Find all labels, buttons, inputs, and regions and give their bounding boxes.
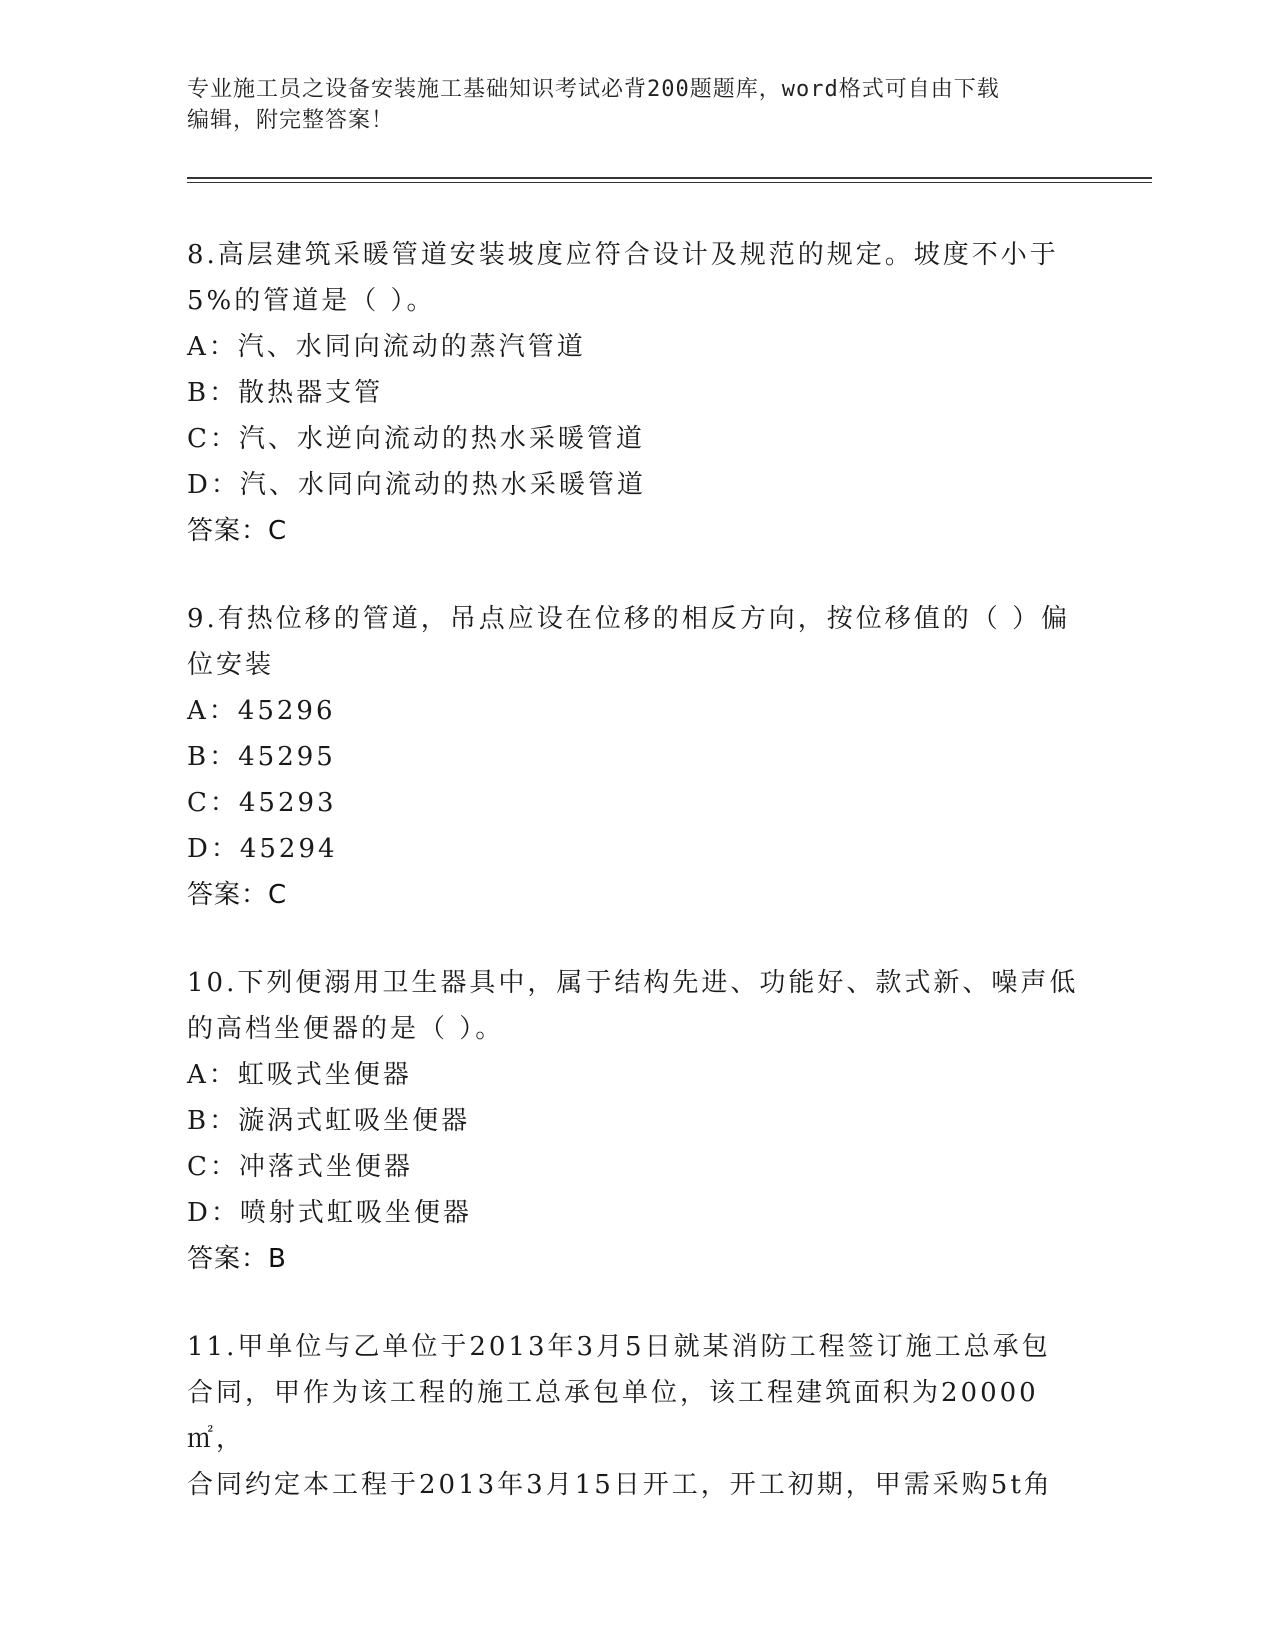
question-stem-line: 8.高层建筑采暖管道安装坡度应符合设计及规范的规定。坡度不小于 [187,240,1059,270]
question-9 [187,596,1087,918]
option-c: C：汽、水逆向流动的热水采暖管道 [187,424,645,454]
answer-line: 答案：B [187,1244,287,1274]
question-stem-line: 合同约定本工程于2013年3月15日开工，开工初期，甲需采购5t角 [187,1470,1053,1500]
question-stem-line: 5%的管道是（ ）。 [187,286,436,316]
answer-line: 答案：C [187,880,288,910]
answer-line: 答案：C [187,516,288,546]
question-stem-line: 合同，甲作为该工程的施工总承包单位，该工程建筑面积为20000㎡， [187,1378,1039,1454]
question-list [187,232,1087,1550]
option-a: A：汽、水同向流动的蒸汽管道 [187,332,586,362]
option-c: C：45293 [187,788,337,818]
option-d: D：45294 [187,834,338,864]
question-stem-line: 11.甲单位与乙单位于2013年3月5日就某消防工程签订施工总承包 [187,1332,1051,1362]
header-line-2: 编辑，附完整答案！ [187,108,395,133]
option-b: B：漩涡式虹吸坐便器 [187,1106,471,1136]
question-11 [187,1324,1087,1508]
header-divider-top [187,177,1152,179]
option-d: D：汽、水同向流动的热水采暖管道 [187,470,646,500]
option-d: D：喷射式虹吸坐便器 [187,1198,472,1228]
option-b: B：45295 [187,742,336,772]
question-10 [187,960,1087,1282]
option-a: A：45296 [187,696,336,726]
question-stem-line: 的高档坐便器的是（ ）。 [187,1014,505,1044]
option-b: B：散热器支管 [187,378,384,408]
question-8 [187,232,1087,554]
header-line-1: 专业施工员之设备安装施工基础知识考试必背200题题库，word格式可自由下载 [187,77,1000,102]
question-stem-line: 9.有热位移的管道，吊点应设在位移的相反方向，按位移值的（ ）偏 [187,604,1071,634]
question-stem-line: 10.下列便溺用卫生器具中，属于结构先进、功能好、款式新、噪声低 [187,968,1079,998]
option-a: A：虹吸式坐便器 [187,1060,412,1090]
document-header [187,74,1087,136]
option-c: C：冲落式坐便器 [187,1152,413,1182]
header-divider-bottom [187,182,1152,183]
question-stem-line: 位安装 [187,650,275,680]
